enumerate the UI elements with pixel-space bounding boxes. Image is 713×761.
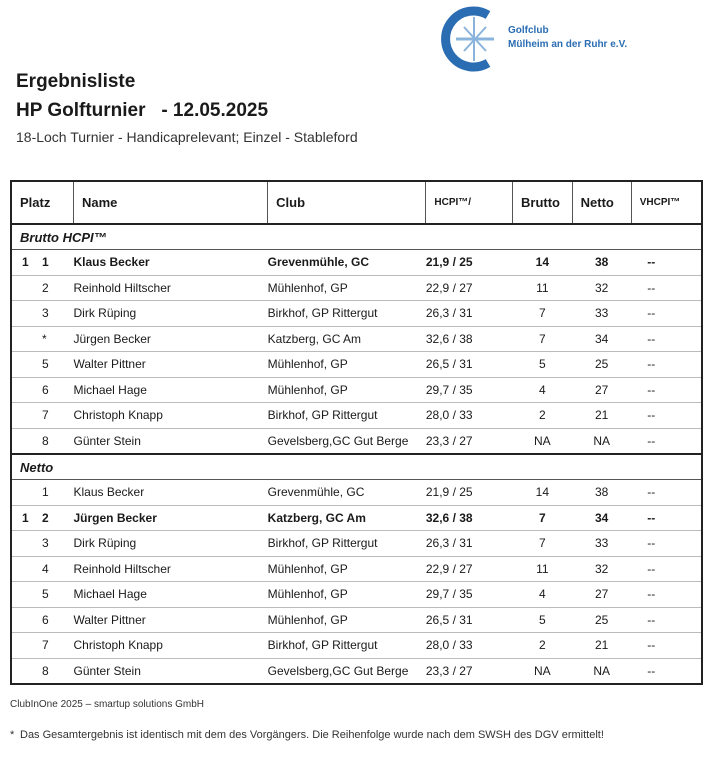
table-row [11, 352, 702, 378]
position: 8 [42, 433, 49, 448]
position: 3 [42, 306, 49, 321]
player-vhcpi: -- [631, 301, 702, 327]
table-row [11, 658, 702, 684]
table-row [11, 556, 702, 582]
page-title: Ergebnisliste [16, 71, 136, 92]
player-netto: 21 [572, 633, 631, 659]
player-brutto: 2 [513, 633, 573, 659]
table-row [11, 326, 702, 352]
player-hcpi: 22,9 / 27 [426, 275, 513, 301]
player-netto: 33 [572, 301, 631, 327]
player-hcpi: 29,7 / 35 [426, 582, 513, 608]
position: 5 [42, 587, 49, 602]
position: 7 [42, 408, 49, 423]
rank-cell [11, 633, 74, 659]
player-hcpi: 23,3 / 27 [426, 428, 513, 454]
rank-cell [11, 275, 74, 301]
player-name: Günter Stein [74, 658, 268, 684]
player-brutto: 7 [513, 505, 573, 531]
event-subtitle: 18-Loch Turnier - Handicaprelevant; Einzel - Stableford [16, 129, 358, 145]
player-name: Günter Stein [74, 428, 268, 454]
player-vhcpi: -- [631, 556, 702, 582]
section-netto [11, 454, 702, 480]
player-netto: 34 [572, 326, 631, 352]
player-club: Mühlenhof, GP [268, 275, 426, 301]
player-vhcpi: -- [631, 352, 702, 378]
player-club: Mühlenhof, GP [268, 556, 426, 582]
results-table [10, 180, 703, 685]
player-hcpi: 21,9 / 25 [426, 250, 513, 276]
table-row [11, 480, 702, 506]
rank-cell [11, 607, 74, 633]
logo-line-1: Golfclub [508, 25, 549, 36]
table-row [11, 301, 702, 327]
player-name: Walter Pittner [74, 352, 268, 378]
table-row [11, 403, 702, 429]
player-brutto: 5 [513, 607, 573, 633]
club-logo [436, 3, 666, 75]
table-row [11, 531, 702, 557]
table-row [11, 428, 702, 454]
player-club: Gevelsberg,GC Gut Berge [268, 428, 426, 454]
table-row [11, 633, 702, 659]
player-vhcpi: -- [631, 403, 702, 429]
position: 6 [42, 612, 49, 627]
player-club: Katzberg, GC Am [268, 326, 426, 352]
player-name: Christoph Knapp [74, 633, 268, 659]
table-row [11, 505, 702, 531]
player-club: Birkhof, GP Rittergut [268, 531, 426, 557]
rank-cell [11, 301, 74, 327]
footnote [10, 727, 610, 743]
player-name: Jürgen Becker [74, 505, 268, 531]
position: 5 [42, 357, 49, 372]
position: 1 [42, 255, 49, 270]
player-hcpi: 23,3 / 27 [426, 658, 513, 684]
player-hcpi: 32,6 / 38 [426, 326, 513, 352]
rank-cell [11, 377, 74, 403]
player-name: Klaus Becker [74, 480, 268, 506]
player-vhcpi: -- [631, 377, 702, 403]
player-club: Birkhof, GP Rittergut [268, 403, 426, 429]
player-club: Katzberg, GC Am [268, 505, 426, 531]
table-row [11, 377, 702, 403]
player-hcpi: 26,5 / 31 [426, 352, 513, 378]
col-hcpi: HCPI™/ [426, 181, 513, 224]
player-name: Reinhold Hiltscher [74, 556, 268, 582]
golfclub-emblem-icon [436, 3, 506, 75]
player-name: Michael Hage [74, 377, 268, 403]
player-vhcpi: -- [631, 658, 702, 684]
player-name: Christoph Knapp [74, 403, 268, 429]
position: 3 [42, 536, 49, 551]
rank-cell [11, 556, 74, 582]
player-brutto: 4 [513, 377, 573, 403]
player-vhcpi: -- [631, 582, 702, 608]
table-row [11, 250, 702, 276]
player-brutto: NA [513, 428, 573, 454]
player-name: Klaus Becker [74, 250, 268, 276]
player-name: Reinhold Hiltscher [74, 275, 268, 301]
player-vhcpi: -- [631, 531, 702, 557]
player-brutto: 7 [513, 326, 573, 352]
rank-cell [11, 531, 74, 557]
rank-cell [11, 352, 74, 378]
player-hcpi: 22,9 / 27 [426, 556, 513, 582]
footnote-text: Das Gesamtergebnis ist identisch mit dem des Vorgängers. Die Reihenfolge wurde nach dem SWSH des DGV ermittelt! [20, 729, 604, 741]
player-brutto: 7 [513, 531, 573, 557]
col-platz: Platz [11, 181, 74, 224]
section-brutto [11, 224, 702, 250]
rank-cell [11, 428, 74, 454]
player-club: Mühlenhof, GP [268, 607, 426, 633]
table-row [11, 275, 702, 301]
table-row [11, 582, 702, 608]
player-netto: 27 [572, 582, 631, 608]
prize-rank: 1 [22, 510, 29, 525]
player-netto: 21 [572, 403, 631, 429]
player-club: Gevelsberg,GC Gut Berge [268, 658, 426, 684]
player-vhcpi: -- [631, 505, 702, 531]
player-brutto: 4 [513, 582, 573, 608]
player-vhcpi: -- [631, 250, 702, 276]
player-netto: 34 [572, 505, 631, 531]
player-brutto: 14 [513, 480, 573, 506]
position: 6 [42, 382, 49, 397]
position: 8 [42, 663, 49, 678]
player-club: Grevenmühle, GC [268, 250, 426, 276]
footnote-mark: * [10, 729, 15, 741]
player-hcpi: 26,5 / 31 [426, 607, 513, 633]
player-club: Grevenmühle, GC [268, 480, 426, 506]
player-name: Michael Hage [74, 582, 268, 608]
player-vhcpi: -- [631, 326, 702, 352]
section-netto-label: Netto [11, 454, 702, 480]
rank-cell [11, 326, 74, 352]
player-brutto: 5 [513, 352, 573, 378]
player-club: Mühlenhof, GP [268, 352, 426, 378]
player-netto: 32 [572, 275, 631, 301]
event-title: HP Golfturnier - 12.05.2025 [16, 100, 269, 121]
table-row [11, 607, 702, 633]
player-club: Mühlenhof, GP [268, 582, 426, 608]
col-netto: Netto [572, 181, 631, 224]
player-brutto: 7 [513, 301, 573, 327]
player-name: Jürgen Becker [74, 326, 268, 352]
position: 2 [42, 510, 49, 525]
player-club: Birkhof, GP Rittergut [268, 301, 426, 327]
prize-rank: 1 [22, 255, 29, 270]
col-club: Club [268, 181, 426, 224]
player-hcpi: 28,0 / 33 [426, 403, 513, 429]
player-netto: NA [572, 658, 631, 684]
position: 1 [42, 485, 49, 500]
player-brutto: 11 [513, 556, 573, 582]
player-netto: 25 [572, 607, 631, 633]
player-hcpi: 21,9 / 25 [426, 480, 513, 506]
col-name: Name [74, 181, 268, 224]
player-vhcpi: -- [631, 428, 702, 454]
player-name: Dirk Rüping [74, 531, 268, 557]
section-brutto-label: Brutto HCPI™ [11, 224, 702, 250]
player-netto: 33 [572, 531, 631, 557]
player-netto: 32 [572, 556, 631, 582]
player-hcpi: 26,3 / 31 [426, 531, 513, 557]
player-vhcpi: -- [631, 607, 702, 633]
rank-cell [11, 403, 74, 429]
player-netto: 38 [572, 480, 631, 506]
software-credit: ClubInOne 2025 – smartup solutions GmbH [10, 699, 204, 710]
player-brutto: 14 [513, 250, 573, 276]
player-vhcpi: -- [631, 633, 702, 659]
rank-cell [11, 250, 74, 276]
player-vhcpi: -- [631, 275, 702, 301]
rank-cell [11, 505, 74, 531]
position: 2 [42, 280, 49, 295]
player-hcpi: 32,6 / 38 [426, 505, 513, 531]
player-club: Mühlenhof, GP [268, 377, 426, 403]
player-brutto: NA [513, 658, 573, 684]
player-name: Walter Pittner [74, 607, 268, 633]
rank-cell [11, 582, 74, 608]
player-netto: 38 [572, 250, 631, 276]
player-brutto: 2 [513, 403, 573, 429]
player-brutto: 11 [513, 275, 573, 301]
table-header-row [11, 181, 702, 224]
position: 7 [42, 638, 49, 653]
col-brutto: Brutto [513, 181, 573, 224]
position: * [42, 331, 47, 346]
player-club: Birkhof, GP Rittergut [268, 633, 426, 659]
player-hcpi: 28,0 / 33 [426, 633, 513, 659]
rank-cell [11, 480, 74, 506]
rank-cell [11, 658, 74, 684]
logo-line-2: Mülheim an der Ruhr e.V. [508, 39, 628, 50]
player-netto: 25 [572, 352, 631, 378]
position: 4 [42, 561, 49, 576]
player-hcpi: 26,3 / 31 [426, 301, 513, 327]
col-vhcpi: VHCPI™ [631, 181, 702, 224]
player-name: Dirk Rüping [74, 301, 268, 327]
player-netto: NA [572, 428, 631, 454]
player-netto: 27 [572, 377, 631, 403]
player-vhcpi: -- [631, 480, 702, 506]
player-hcpi: 29,7 / 35 [426, 377, 513, 403]
